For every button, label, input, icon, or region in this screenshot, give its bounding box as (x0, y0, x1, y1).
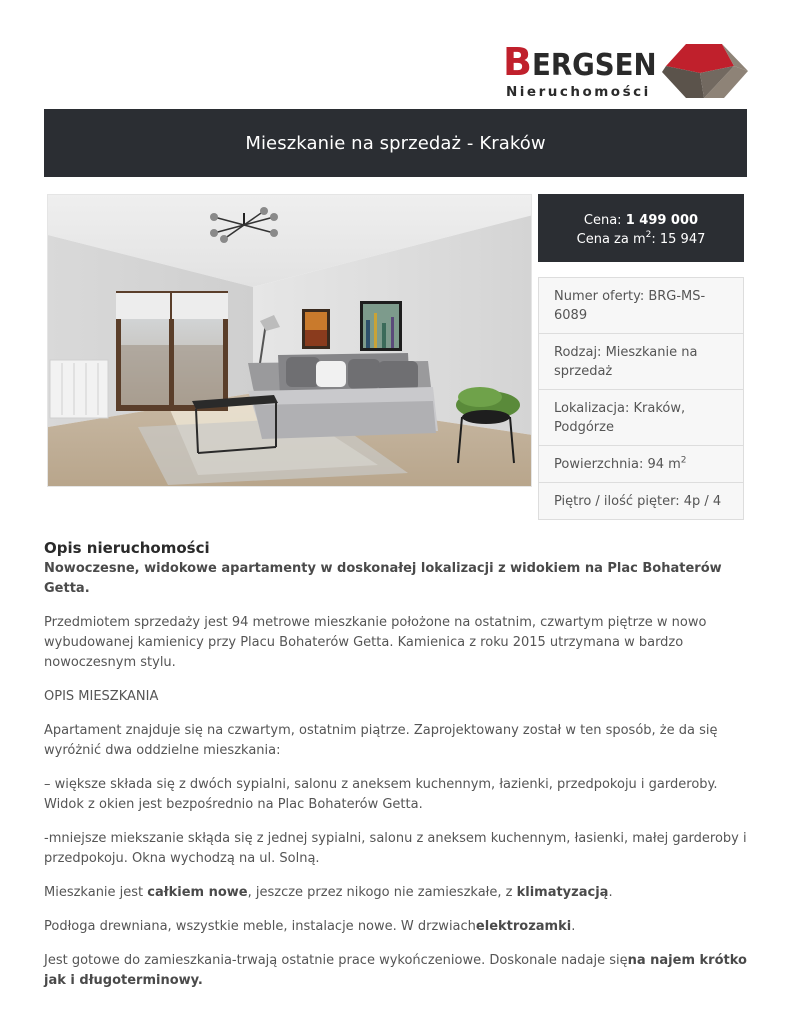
logo-brand (503, 40, 667, 84)
p6-text-e: . (608, 885, 613, 900)
p7-text-c: . (571, 919, 576, 934)
description-paragraph-4: – większe składa się z dwóch sypialni, salonu z aneksem kuchennym, łazienki, przedpokoju i garderoby. Widok z okien jest bezpośrednio na Plac Bohaterów Getta. (44, 777, 718, 812)
price-value: 1 499 000 (625, 213, 699, 228)
listing-title: Mieszkanie na sprzedaż - Kraków (245, 132, 546, 154)
description-paragraph-2: OPIS MIESZKANIA (44, 689, 159, 704)
logo-brand-rest: ERGSEN (531, 48, 657, 83)
property-details (538, 277, 744, 520)
description-body (44, 559, 747, 1005)
bergsen-logo[interactable] (503, 42, 749, 100)
description-title: Opis nieruchomości (44, 539, 210, 557)
p7-bold-locks: elektrozamki (475, 919, 572, 934)
detail-area-text: Powierzchnia: 94 m (554, 457, 681, 472)
logo-brand-initial: B (503, 40, 532, 84)
detail-offer-number: Numer oferty: BRG-MS-6089 (539, 278, 743, 334)
detail-floor: Piętro / ilość pięter: 4p / 4 (539, 483, 743, 519)
p6-bold-new: całkiem nowe (147, 885, 248, 900)
price-per-m2-value: : 15 947 (651, 232, 706, 247)
price-per-m2-sup: 2 (645, 229, 652, 240)
price-per-m2-label: Cena za m (576, 232, 646, 247)
p7-text-a: Podłoga drewniana, wszystkie meble, instalacje nowe. W drzwiach (44, 919, 476, 934)
detail-type: Rodzaj: Mieszkanie na sprzedaż (539, 334, 743, 390)
detail-area-sup: 2 (680, 455, 687, 466)
p6-bold-ac: klimatyzacją (516, 885, 609, 900)
price-line (538, 211, 744, 230)
p6-text-a: Mieszkanie jest (44, 885, 148, 900)
detail-area (539, 446, 743, 483)
price-label: Cena: (583, 213, 626, 228)
logo-wordmark (503, 40, 667, 100)
description-headline-text: Nowoczesne, widokowe apartamenty w doskonałej lokalizacji z widokiem na Plac Bohaterów Getta. (44, 561, 722, 596)
description-paragraph-6 (44, 883, 747, 903)
p8-text-a: Jest gotowe do zamieszkania-trwają ostatnie prace wykończeniowe. Doskonale nadaje się (44, 953, 628, 968)
living-room-image (48, 195, 532, 487)
description-paragraph-5: -mniejsze miekszanie skłąda się z jednej sypialni, salonu z aneksem kuchennym, łasienki, małej garderoby i przedpokoju. Okna wychodzą na ul. Solną. (44, 831, 747, 866)
listing-header (44, 109, 747, 177)
logo-subtitle: Nieruchomości (506, 84, 651, 100)
p8-bold-rent: na najem krótko jak i długoterminowy. (44, 953, 747, 988)
description-paragraph-3: Apartament znajduje się na czwartym, ostatnim piątrze. Zaprojektowany został w ten sposób, że da się wyróżnić dwa oddzielne mieszkania: (44, 723, 718, 758)
price-per-m2-line (538, 230, 744, 249)
detail-location: Lokalizacja: Kraków, Podgórze (539, 390, 743, 446)
description-headline (44, 559, 747, 599)
p6-text-c: , jeszcze przez nikogo nie zamieszkałe, z (247, 885, 517, 900)
description-paragraph-7 (44, 917, 747, 937)
price-box (538, 194, 744, 262)
logo-mark-icon (660, 42, 750, 100)
description-paragraph-8 (44, 951, 747, 991)
description-paragraph-1: Przedmiotem sprzedaży jest 94 metrowe mieszkanie położone na ostatnim, czwartym piętrze w nowo wybudowanej kamienicy przy Placu Bohaterów Getta. Kamienica z roku 2015 utrzymana w bardzo nowoczesnym stylu. (44, 615, 707, 670)
listing-photo[interactable] (47, 194, 532, 487)
